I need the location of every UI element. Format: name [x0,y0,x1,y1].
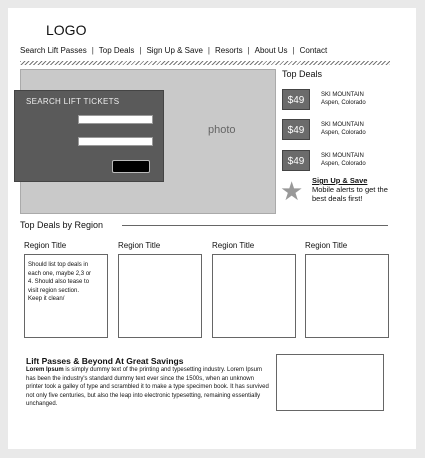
region-card[interactable] [118,254,202,338]
deal-location: Aspen, Colorado [321,130,366,136]
promo-image-placeholder [276,354,384,411]
section-divider [122,225,388,226]
search-field-1[interactable] [78,115,153,124]
nav-separator: | [247,46,250,55]
star-icon: ★ [280,176,304,206]
header-divider [20,61,390,65]
nav-separator: | [292,46,295,55]
search-title: SEARCH LIFT TICKETS [26,97,120,106]
region-title[interactable]: Region Title [212,241,255,250]
region-note: Should list top deals in each one, maybe 2,3 or 4. Should also tease to visit region section. Keep it clean/ [28,262,92,302]
deal-location: Aspen, Colorado [321,161,366,167]
deal-info[interactable] [321,152,366,168]
nav-search-lift-passes[interactable]: Search Lift Passes [20,46,87,55]
region-title[interactable]: Region Title [118,241,161,250]
nav-separator: | [207,46,210,55]
promo-body-lead: Lorem Ipsum [26,367,64,373]
region-title[interactable]: Region Title [24,241,67,250]
photo-label: photo [208,124,236,136]
deal-name: SKI MOUNTAIN [321,122,364,128]
promo-heading: Lift Passes & Beyond At Great Savings [26,356,184,366]
logo[interactable]: LOGO [46,22,87,38]
region-card[interactable] [305,254,389,338]
nav-resorts[interactable]: Resorts [215,46,243,55]
nav-about-us[interactable]: About Us [254,46,288,55]
deal-price-badge[interactable]: $49 [282,150,310,171]
nav-separator: | [139,46,142,55]
deal-price-badge[interactable]: $49 [282,89,310,110]
nav-separator: | [91,46,94,55]
deal-price-badge[interactable]: $49 [282,119,310,140]
signup-link[interactable]: Sign Up & Save [312,176,368,185]
nav-sign-up[interactable]: Sign Up & Save [146,46,203,55]
nav-contact[interactable]: Contact [299,46,328,55]
nav-top-deals[interactable]: Top Deals [98,46,135,55]
deal-name: SKI MOUNTAIN [321,92,364,98]
deal-info[interactable] [321,121,366,137]
regions-heading: Top Deals by Region [20,220,104,230]
promo-body [26,366,270,409]
region-title[interactable]: Region Title [305,241,348,250]
deal-name: SKI MOUNTAIN [321,153,364,159]
region-card[interactable] [212,254,296,338]
deal-info[interactable] [321,91,366,107]
search-field-2[interactable] [78,137,153,146]
promo-body-text: is simply dummy text of the printing and typesetting industry. Lorem Ipsum has been the industry's standard dummy text ever since the 1500s, when an unknown printer took a galley of type and scrambled it to make a type specimen book. It has survived not only five centuries, but also the leap into electronic typesetting, remaining essentially unchanged. [26,367,269,407]
top-deals-heading: Top Deals [282,69,323,79]
search-button[interactable] [112,160,150,173]
deal-location: Aspen, Colorado [321,100,366,106]
signup-description: Mobile alerts to get the best deals first! [312,185,388,203]
main-nav [20,46,327,55]
